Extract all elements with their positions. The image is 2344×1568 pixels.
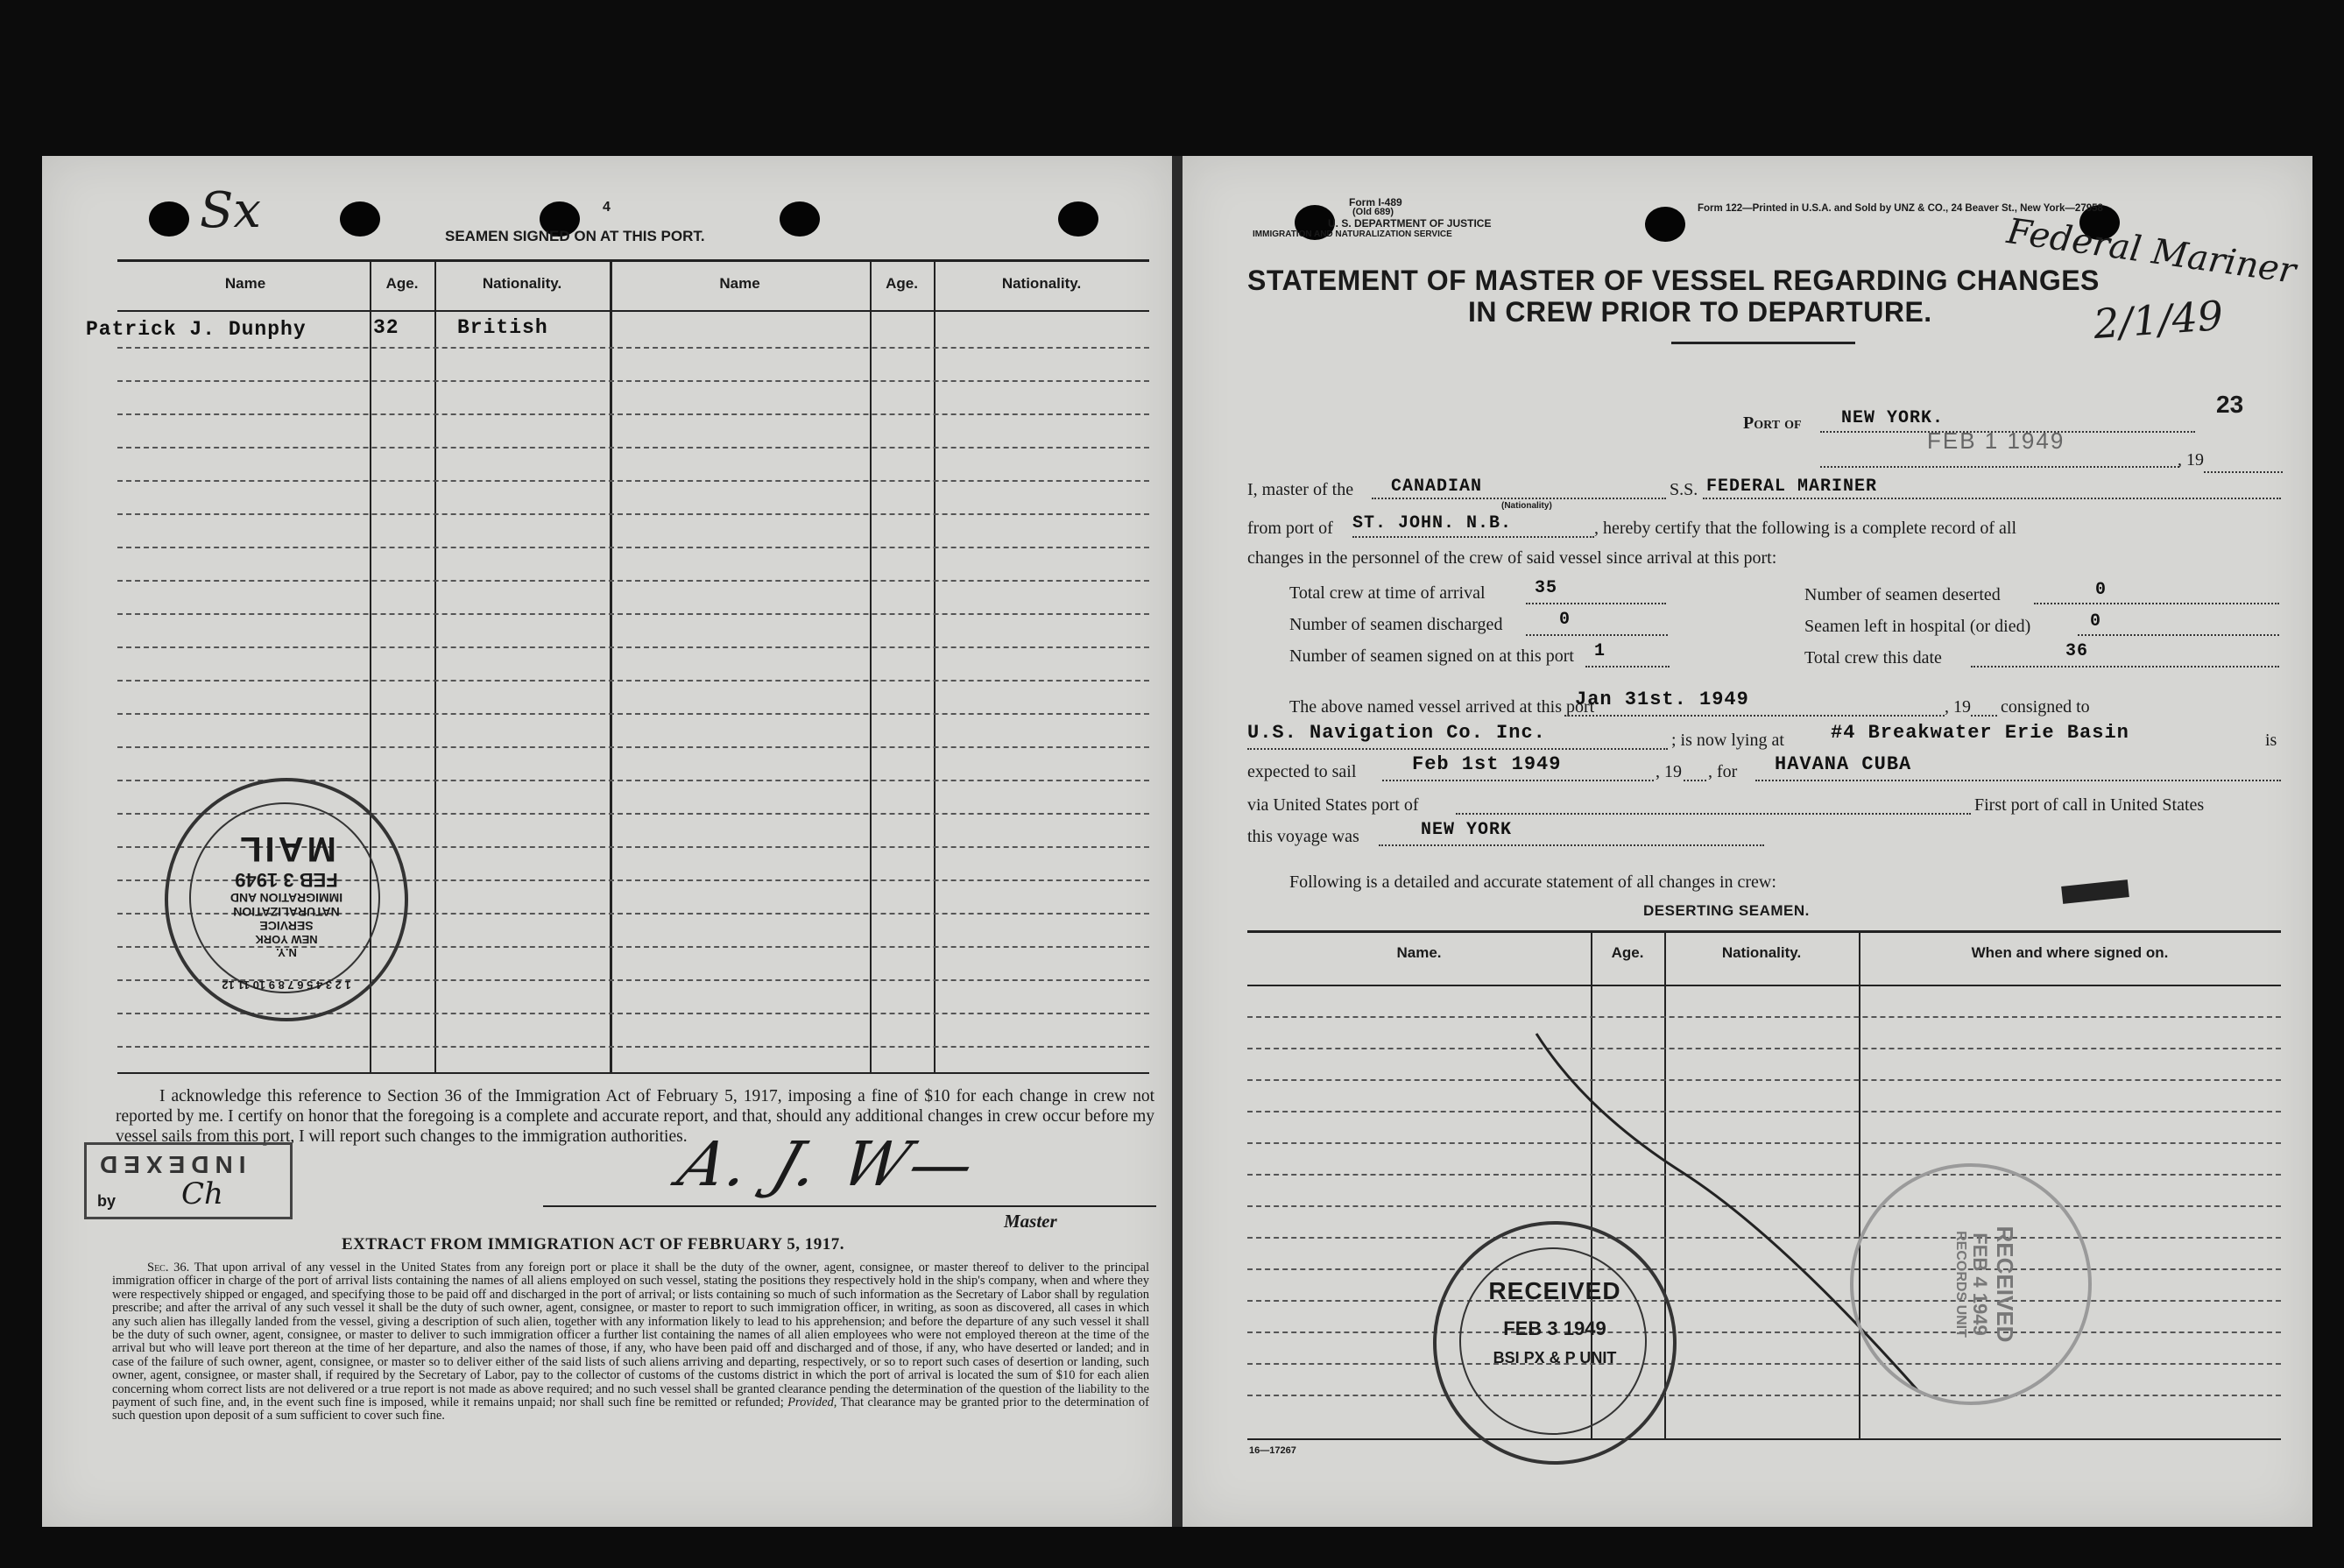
col-header-nationality: Nationality. bbox=[482, 275, 562, 292]
page-gutter bbox=[1172, 156, 1183, 1527]
first-port-label: First port of call in United States bbox=[1974, 795, 2205, 815]
hospital-label: Seamen left in hospital (or died) bbox=[1804, 617, 2031, 636]
corner-handwritten-mark: Sx bbox=[200, 182, 261, 239]
consigned-label: consigned to bbox=[2001, 697, 2090, 717]
left-page bbox=[42, 156, 1172, 1527]
deserted-count: 0 bbox=[2095, 580, 2107, 600]
total-crew-date-label: Total crew this date bbox=[1804, 648, 1942, 667]
certify-text: , hereby certify that the following is a complete record of all bbox=[1594, 519, 2017, 538]
received-stamp: RECEIVED FEB 3 1949 BSI PX & P UNIT bbox=[1433, 1221, 1677, 1465]
punch-hole bbox=[1058, 201, 1098, 237]
col-header-age: Age. bbox=[385, 275, 419, 292]
page-number: 4 bbox=[603, 200, 611, 215]
lying-label: ; is now lying at bbox=[1671, 731, 1784, 750]
punch-hole bbox=[340, 201, 380, 237]
master-signature: A. J. W— bbox=[669, 1128, 988, 1200]
crew-age: 32 bbox=[373, 316, 399, 339]
master-of-label: I, master of the bbox=[1247, 480, 1354, 499]
master-label: Master bbox=[1004, 1211, 1057, 1232]
discharged-label: Number of seamen discharged bbox=[1289, 615, 1503, 634]
lying-value: #4 Breakwater Erie Basin bbox=[1831, 722, 2129, 744]
form-title-line-1: STATEMENT OF MASTER OF VESSEL REGARDING CHANGES bbox=[1247, 265, 2100, 296]
nineteen-1: , 19 bbox=[1945, 697, 1971, 717]
for-label: , for bbox=[1708, 762, 1738, 781]
discharged-count: 0 bbox=[1559, 610, 1571, 630]
col-header-nationality-2: Nationality. bbox=[1001, 275, 1082, 292]
arrived-label: The above named vessel arrived at this port bbox=[1289, 697, 1595, 717]
form-label: Form I-489 bbox=[1349, 196, 1402, 208]
crew-name: Patrick J. Dunphy bbox=[86, 318, 307, 341]
left-page-title: SEAMEN SIGNED ON AT THIS PORT. bbox=[445, 228, 705, 244]
handwritten-date: 2/1/49 bbox=[2092, 291, 2225, 349]
voyage-value: NEW YORK bbox=[1421, 820, 1513, 840]
extract-title: EXTRACT FROM IMMIGRATION ACT OF FEBRUARY 5, 1917. bbox=[342, 1235, 844, 1254]
sail-value: Feb 1st 1949 bbox=[1412, 753, 1562, 775]
acknowledgement-text: I acknowledge this reference to Section 36 of the Immigration Act of February 5, 1917, imposing a fine of $10 for each change in crew not reported by me. I certify on honor that the foregoing is a complete and accurate report, and that, should any additional changes in crew occur before my vessel sails from this port, I will report such changes to the immigration authorities. bbox=[116, 1087, 1154, 1146]
nineteen-2: , 19 bbox=[1656, 762, 1682, 781]
department-name: U. S. DEPARTMENT OF JUSTICE bbox=[1328, 217, 1492, 230]
total-crew-date: 36 bbox=[2065, 641, 2089, 661]
following-text: Following is a detailed and accurate statement of all changes in crew: bbox=[1289, 872, 1776, 892]
handwritten-vessel-note: Federal Mariner bbox=[2004, 211, 2298, 292]
form-footer: 16—17267 bbox=[1249, 1445, 1296, 1456]
year-prefix: , 19 bbox=[2178, 450, 2204, 470]
col-header-age-2: Age. bbox=[886, 275, 918, 292]
printer-line: Form 122—Printed in U.S.A. and Sold by UNZ & CO., 24 Beaver St., New York—27958 bbox=[1698, 203, 2103, 214]
signed-on-label: Number of seamen signed on at this port bbox=[1289, 646, 1574, 666]
via-label: via United States port of bbox=[1247, 795, 1419, 815]
total-crew-arrival: 35 bbox=[1535, 578, 1558, 598]
desert-col-name: Name. bbox=[1396, 944, 1442, 961]
signed-on-count: 1 bbox=[1594, 641, 1606, 661]
form-title-line-2: IN CREW PRIOR TO DEPARTURE. bbox=[1468, 296, 1932, 328]
punch-hole bbox=[780, 201, 820, 237]
changes-text: changes in the personnel of the crew of said vessel since arrival at this port: bbox=[1247, 548, 1777, 568]
nationality-caption: (Nationality) bbox=[1501, 501, 1552, 511]
consignee-value: U.S. Navigation Co. Inc. bbox=[1247, 722, 1546, 744]
right-page bbox=[1183, 156, 2312, 1527]
arrived-value: Jan 31st. 1949 bbox=[1575, 689, 1749, 710]
total-crew-arrival-label: Total crew at time of arrival bbox=[1289, 583, 1486, 603]
deserted-label: Number of seamen deserted bbox=[1804, 585, 2001, 604]
cancellation-line bbox=[1183, 156, 2312, 1527]
date-stamp: FEB 1 1949 bbox=[1927, 427, 2065, 454]
mail-stamp: 1 2 3 4 5 6 7 8 9 10 11 12 N.Y. NEW YORK SERVICE NATURALIZATION IMMIGRATION AND FEB 3 1949 MAIL bbox=[165, 778, 408, 1021]
voyage-label: this voyage was bbox=[1247, 827, 1359, 846]
desert-col-nationality: Nationality. bbox=[1721, 944, 1802, 961]
extract-text: Sec. 36. That upon arrival of any vessel in the United States from any foreign port or place it shall be the duty of the owner, agent, consignee, or master thereof to deliver to the principal immigration officer in charge of the port of arrival lists containing the names of all aliens employed on such vessel, stating the positions they respectively hold in the ship's company, when and where they were respectively shipped or engaged, and specifying those to be paid off and discharged in the port of arrival; or lists containing so much of such information as the Secretary of Labor shall by regulation prescribe; and after the arrival of any such vessel it shall be the duty of such owner, agent, consignee, or master to report to such immigration officer, in writing, as soon as discovered, all cases in which any such alien has illegally landed from the vessel, giving a description of such alien, together with any information likely to lead to his apprehension; and before the departure of any such vessel it shall be the duty of such owner, agent, consignee, or master to deliver to such immigration officer a further list containing the names of all alien employees who were not employed thereon at the time of the arrival but who will leave port thereon at the time of her departure, and also the names of those, if any, who have been paid off and discharged and of those, if any, who have deserted or landed; and in case of the failure of such owner, agent, consignee, or master so to deliver either of the said lists of such aliens arriving and departing, respectively, or so to report such cases of desertion or landing, such owner, agent, consignee, or master shall, if required by the Secretary of Labor, pay to the collector of customs of the customs district in which the port of arrival is located the sum of $10 for each alien concerning whom correct lists are not delivered or a true report is not made as above required; and no such vessel shall be granted clearance pending the determination of the question of the liability to the payment of such fine, and, in the event such fine is imposed, while it remains unpaid; nor shall such fine be remitted or refunded; Provided, That clearance may be granted prior to the determination of such question upon deposit of a sum sufficient to cover such fine. bbox=[112, 1261, 1150, 1423]
port-label: Port of bbox=[1743, 413, 1802, 433]
form-old: (Old 689) bbox=[1352, 207, 1394, 217]
col-header-name: Name bbox=[224, 275, 266, 292]
desert-col-signed-on: When and where signed on. bbox=[1971, 944, 2169, 961]
is-label: is bbox=[2265, 731, 2277, 750]
punch-hole bbox=[149, 201, 189, 237]
col-header-name-2: Name bbox=[719, 275, 760, 292]
service-name: IMMIGRATION AND NATURALIZATION SERVICE bbox=[1253, 230, 1452, 239]
from-port-value: ST. JOHN. N.B. bbox=[1352, 513, 1513, 533]
indexed-stamp: INDEXED Ch by bbox=[84, 1142, 293, 1219]
nationality-value: CANADIAN bbox=[1391, 477, 1483, 497]
sail-label: expected to sail bbox=[1247, 762, 1357, 781]
desert-col-age: Age. bbox=[1611, 944, 1644, 961]
hospital-count: 0 bbox=[2090, 611, 2102, 632]
from-port-label: from port of bbox=[1247, 519, 1333, 538]
received-stamp-faint: RECEIVED FEB 4 1949 RECORDS UNIT bbox=[1850, 1163, 2092, 1405]
for-value: HAVANA CUBA bbox=[1775, 753, 1912, 775]
deserting-title: DESERTING SEAMEN. bbox=[1643, 902, 1810, 919]
crew-nationality: British bbox=[457, 316, 548, 339]
sheet-number: 23 bbox=[2216, 391, 2244, 418]
vessel-name: FEDERAL MARINER bbox=[1706, 477, 1878, 497]
port-value: NEW YORK. bbox=[1841, 408, 1945, 428]
ss-label: S.S. bbox=[1670, 480, 1698, 499]
